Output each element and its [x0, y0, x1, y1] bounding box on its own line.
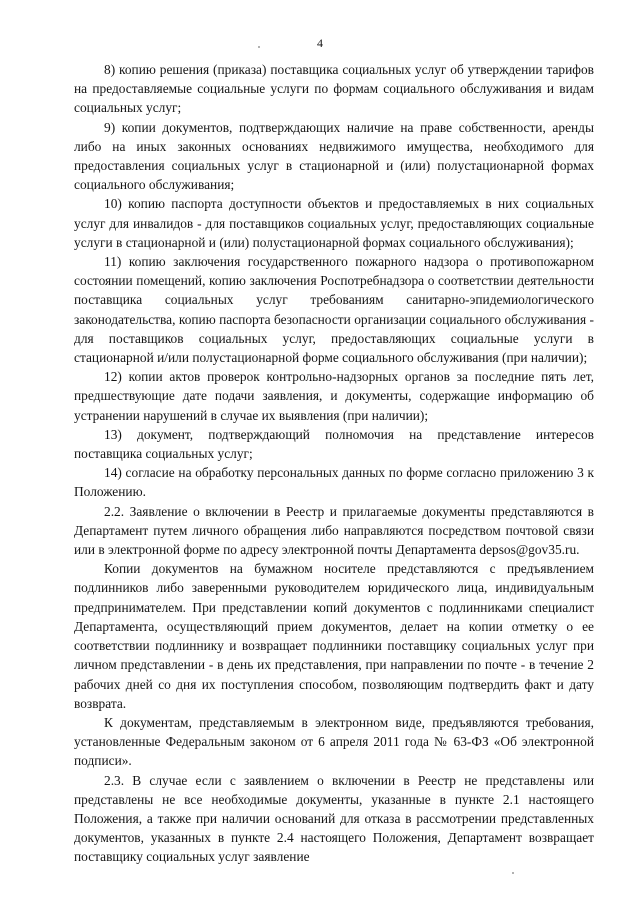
electronic-documents-paragraph: К документам, представляемым в электронном виде, предъявляются требования, установленные Федеральным законом от 6 апреля 2011 года № 63-ФЗ «Об электронной подписи». [74, 714, 594, 769]
list-item-14: 14) согласие на обработку персональных данных по форме согласно приложению 3 к Положению. [74, 465, 594, 500]
scan-speck [258, 46, 260, 48]
scan-speck [512, 872, 514, 874]
list-item-9: 9) копии документов, подтверждающих наличие на праве собственности, аренды либо на иных законных основаниях недвижимого имущества, необходимого для предоставления социальных услуг в стационарной и (или) полустационарной формах социального обслуживания; [74, 119, 594, 193]
page-number: 4 [317, 36, 323, 50]
list-item-10: 10) копию паспорта доступности объектов и предоставляемых в них социальных услуг для инвалидов - для поставщиков социальных услуг, предоставляющих социальные услуги в стационарной и (или) полустационарной формах социального обслуживания); [74, 196, 594, 250]
list-item-11: 11) копию заключения государственного пожарного надзора о противопожарном состоянии помещений, копию заключения Роспотребнадзора о соответствии деятельности поставщика социальных услуг требованиям санитарно-эпидемиологического законодательства, копию паспорта безопасности организации социального обслуживания - для поставщиков социальных услуг, предоставляющих социальные услуги в стационарной и/или полустационарной форме социального обслуживания (при наличии); [74, 254, 594, 366]
list-item-12: 12) копии актов проверок контрольно-надзорных органов за последние пять лет, предшествующие дате подачи заявления, и документы, содержащие информацию об устранении нарушений в случае их выявления (при наличии); [74, 369, 594, 423]
list-item-13: 13) документ, подтверждающий полномочия на представление интересов поставщика социальных услуг; [74, 426, 594, 462]
list-item-8: 8) копию решения (приказа) поставщика социальных услуг об утверждении тарифов на предоставляемые социальные услуги по формам социального обслуживания и видам социальных услуг; [74, 62, 594, 116]
document-body [74, 60, 594, 867]
copies-paragraph: Копии документов на бумажном носителе представляются с предъявлением подлинников либо заверенными руководителем юридического лица, индивидуальным предпринимателем. При представлении копий документов с подлинниками специалист Департамента, осуществляющий прием документов, делает на копии отметку о ее соответствии подлиннику и возвращает подлинники поставщику социальных услуг при личном представлении - в день их представления, при направлении по почте - в течение 2 рабочих дней со дня их поступления способом, позволяющим подтвердить факт и дату возврата. [74, 561, 594, 711]
section-2-3-paragraph: 2.3. В случае если с заявлением о включении в Реестр не представлены или представлены не все необходимые документы, указанные в пункте 2.1 настоящего Положения, а также при наличии оснований для отказа в рассмотрении представленных документов, указанных в пункте 2.4 настоящего Положения, Департамент возвращает поставщику социальных услуг заявление [74, 772, 594, 865]
section-2-2-paragraph: 2.2. Заявление о включении в Реестр и прилагаемые документы представляются в Департамент путем личного обращения либо направляются посредством почтовой связи или в электронной форме по адресу электронной почты Департамента depsos@gov35.ru. [74, 503, 594, 558]
